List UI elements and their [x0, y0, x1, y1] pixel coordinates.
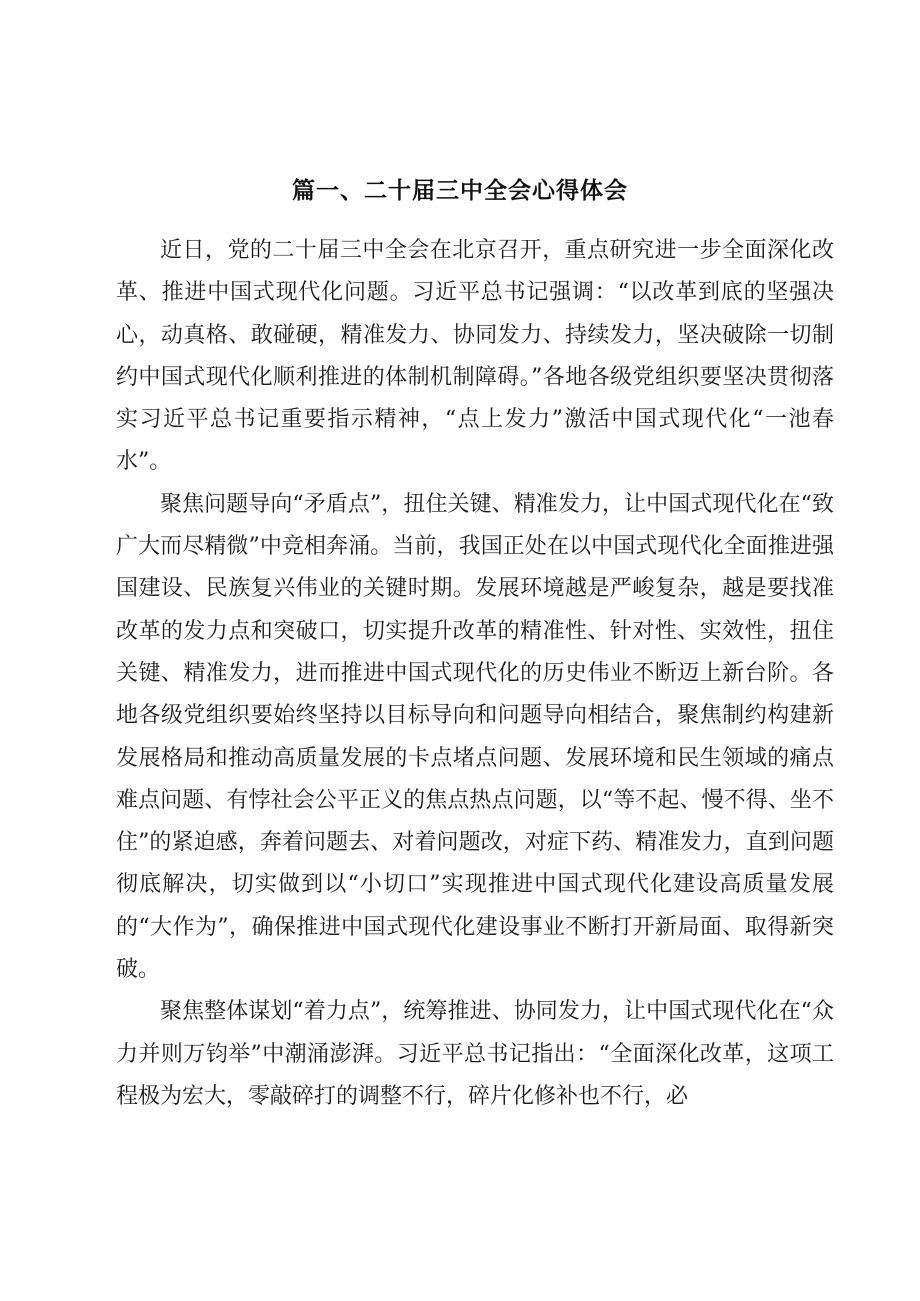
paragraph-intro: 近日，党的二十届三中全会在北京召开，重点研究进一步全面深化改革、推进中国式现代化问题。习近平总书记强调：“以改革到底的坚强决心，动真格、敢碰硬，精准发力、协同发力、持续发力，坚决破除一切制约中国式现代化顺利推进的体制机制障碍。”各地各级党组织要坚决贯彻落实习近平总书记重要指示精神，“点上发力”激活中国式现代化“一池春水”。: [116, 238, 834, 475]
document-title: 篇一、二十届三中全会心得体会: [292, 178, 628, 204]
paragraph-problem-orientation: 聚焦问题导向“矛盾点”，扭住关键、精准发力，让中国式现代化在“致广大而尽精微”中竞相奔涌。当前，我国正处在以中国式现代化全面推进强国建设、民族复兴伟业的关键时期。发展环境越是严峻复杂，越是要找准改革的发力点和突破口，切实提升改革的精准性、针对性、实效性，扭住关键、精准发力，进而推进中国式现代化的历史伟业不断迈上新台阶。各地各级党组织要始终坚持以目标导向和问题导向相结合，聚焦制约构建新发展格局和推动高质量发展的卡点堵点问题、发展环境和民生领域的痛点难点问题、有悖社会公平正义的焦点热点问题，以“等不起、慢不得、坐不住”的紧迫感，奔着问题去、对着问题改，对症下药、精准发力，直到问题彻底解决，切实做到以“小切口”实现推进中国式现代化建设高质量发展的“大作为”，确保推进中国式现代化建设事业不断打开新局面、取得新突破。: [116, 491, 834, 983]
document-body: [116, 230, 834, 1118]
paragraph-overall-planning: 聚焦整体谋划“着力点”，统筹推进、协同发力，让中国式现代化在“众力并则万钧举”中潮涌澎湃。习近平总书记指出：“全面深化改革，这项工程极为宏大，零敲碎打的调整不行，碎片化修补也不行，必: [116, 999, 834, 1109]
